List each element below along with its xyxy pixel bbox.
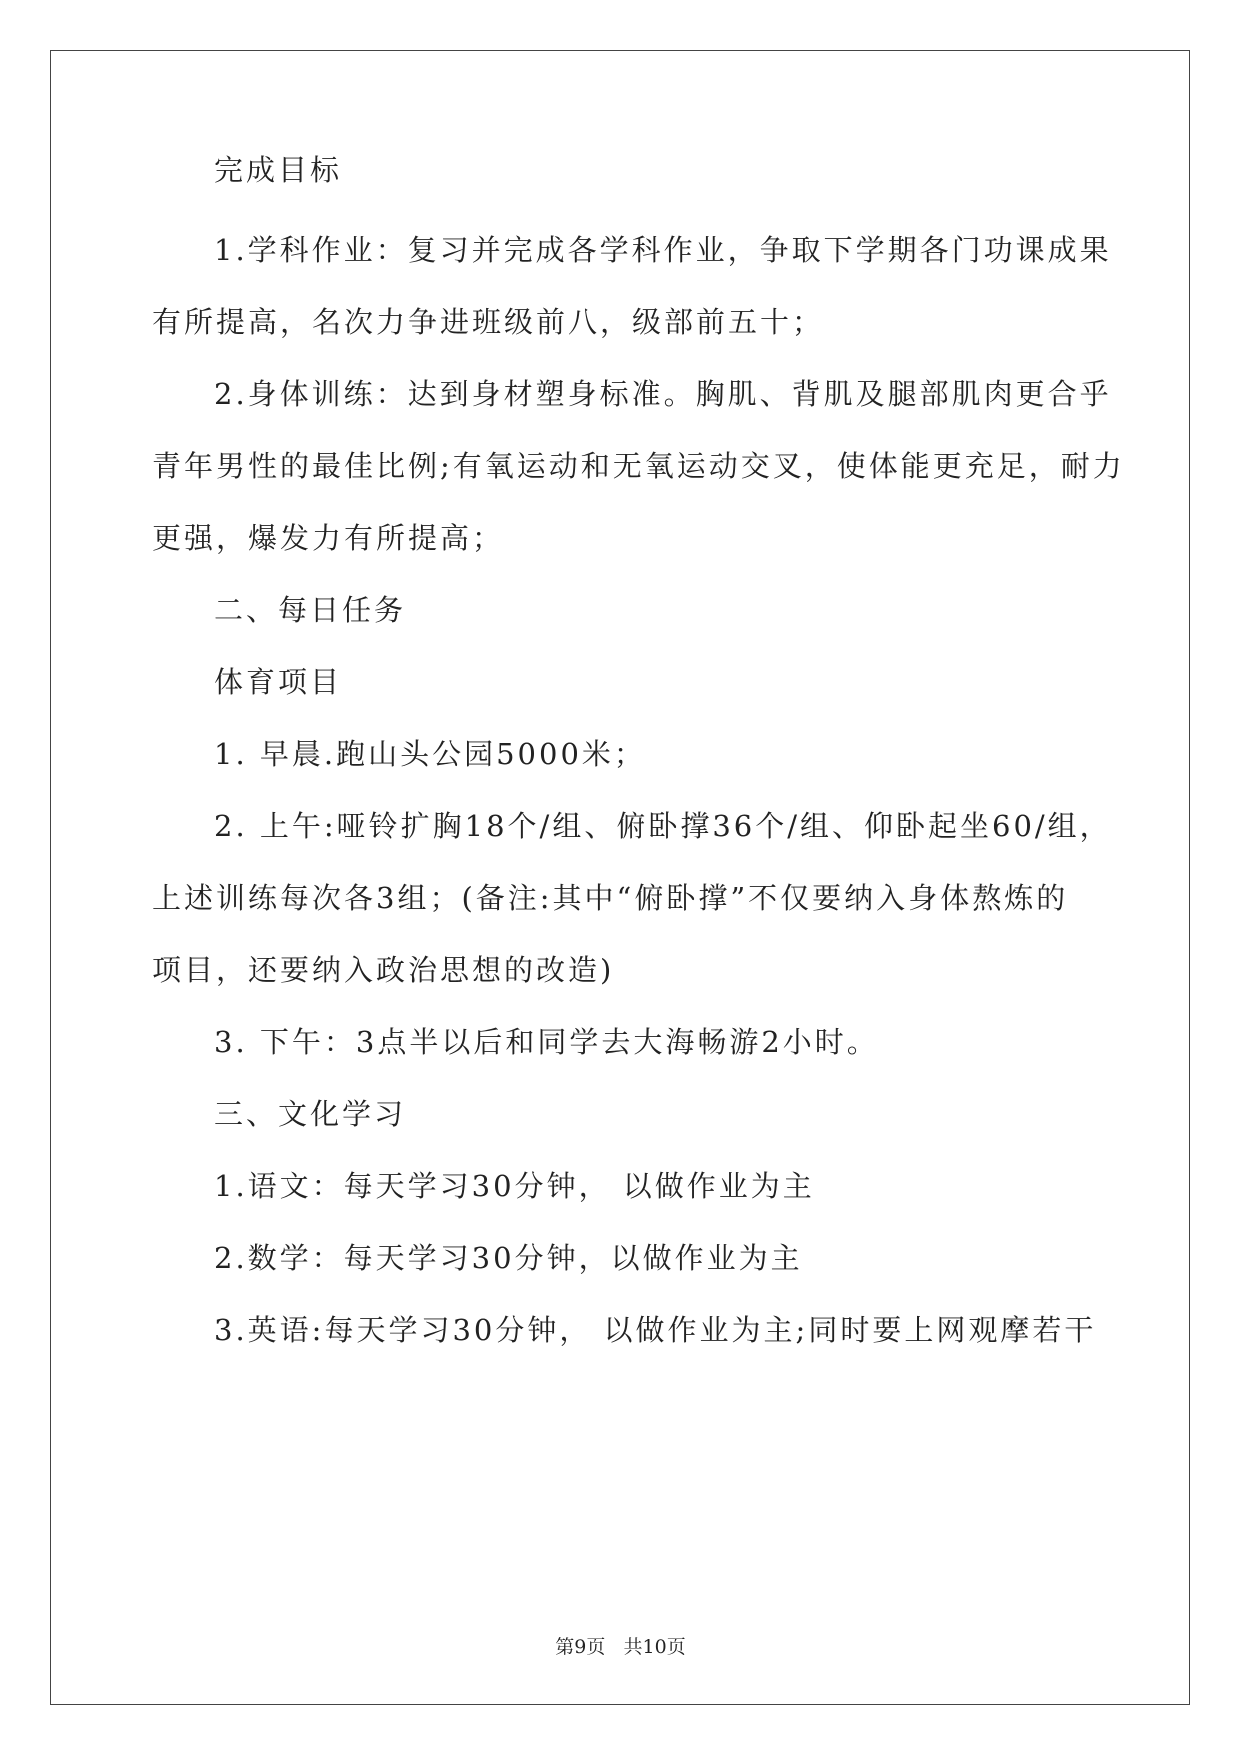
paragraph-line: 项目，还要纳入政治思想的改造) [152, 953, 615, 987]
list-item: 2.数学：每天学习30分钟，以做作业为主 [214, 1241, 803, 1275]
list-item: 2. 上午:哑铃扩胸18个/组、俯卧撑36个/组、仰卧起坐60/组， [214, 809, 1112, 843]
list-item: 1. 早晨.跑山头公园5000米； [214, 737, 646, 771]
paragraph-line: 青年男性的最佳比例;有氧运动和无氧运动交叉，使体能更充足，耐力 [152, 449, 1125, 483]
page-footer [0, 1635, 1241, 1659]
paragraph-line: 2.身体训练：达到身材塑身标准。胸肌、背肌及腿部肌肉更合乎 [214, 377, 1112, 411]
section-heading: 三、文化学习 [214, 1097, 407, 1131]
list-item: 3. 下午：3点半以后和同学去大海畅游2小时。 [214, 1025, 879, 1059]
paragraph-line: 上述训练每次各3组；(备注:其中“俯卧撑”不仅要纳入身体熬炼的 [152, 881, 1069, 915]
section-heading: 二、每日任务 [214, 593, 407, 627]
footer-spacer [605, 1636, 623, 1658]
page-number-current: 第9页 [555, 1636, 606, 1658]
heading-goal: 完成目标 [214, 153, 343, 187]
page-number-total: 共10页 [623, 1636, 686, 1658]
list-item: 3.英语:每天学习30分钟， 以做作业为主;同时要上网观摩若干 [214, 1313, 1097, 1347]
list-item: 1.语文：每天学习30分钟， 以做作业为主 [214, 1169, 815, 1203]
subheading: 体育项目 [214, 665, 343, 699]
paragraph-line: 更强，爆发力有所提高； [152, 521, 505, 555]
paragraph-line: 有所提高，名次力争进班级前八，级部前五十； [152, 305, 825, 339]
paragraph-line: 1.学科作业：复习并完成各学科作业，争取下学期各门功课成果 [214, 233, 1112, 267]
